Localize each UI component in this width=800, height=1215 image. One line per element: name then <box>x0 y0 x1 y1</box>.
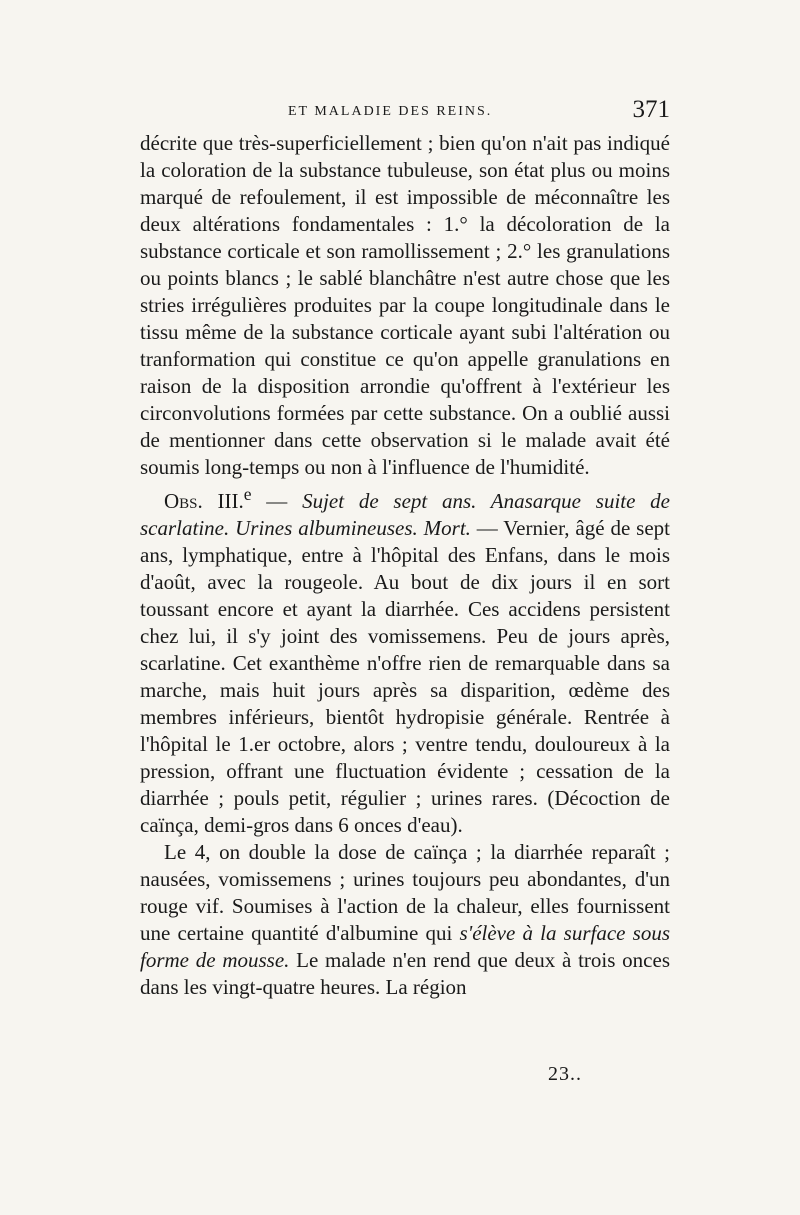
running-title: ET MALADIE DES REINS. <box>288 104 493 119</box>
day-four-text-before: Le 4, on double la dose de caïnça ; la diarrhée reparaît ; nausées, vomissemens ; urines toujours peu abondantes, d'un rouge vif. Soumises à l'action de la chaleur, elles fournissent une certaine quantité d'albumine qui <box>140 840 670 945</box>
paragraph-observation <box>140 481 670 839</box>
observation-title: Sujet de sept ans. Anasarque suite de scarlatine. Urines albumineuses. Mort. <box>140 489 671 540</box>
body-text <box>140 130 670 1001</box>
paragraph-day-four <box>140 839 670 1001</box>
day-four-text-after: Le malade n'en rend que deux à trois onces dans les vingt-quatre heures. La région <box>140 948 670 999</box>
page-number: 371 <box>632 96 670 123</box>
day-four-italic: s'élève à la surface sous forme de mousse. <box>140 921 670 972</box>
observation-body: — Vernier, âgé de sept ans, lymphatique, entre à l'hôpital des Enfans, dans le mois d'août, avec la rougeole. Au bout de dix jours il en sort toussant encore et ayant la diarrhée. Ces accidens persistent chez lui, il s'y joint des vomissemens. Peu de jours après, scarlatine. Cet exanthème n'offre rien de remarquable dans sa marche, mais huit jours après sa disparition, œdème des membres inférieurs, bientôt hydropisie générale. Rentrée à l'hôpital le 1.er octobre, alors ; ventre tendu, douloureux à la pression, offrant une fluctuation évidente ; cessation de la diarrhée ; pouls petit, régulier ; urines rares. (Décoction de caïnça, demi-gros dans 6 onces d'eau). <box>140 516 670 837</box>
observation-dash: — <box>251 489 303 513</box>
paragraph-continuation: décrite que très-superficiellement ; bien qu'on n'ait pas indiqué la coloration de la substance tubuleuse, son état plus ou moins marqué de refoulement, il est impossible de méconnaître les deux altérations fondamentales : 1.° la décoloration de la substance corticale et son ramollissement ; 2.° les granulations ou points blancs ; le sablé blanchâtre n'est autre chose que les stries irrégulières produites par la coupe longitudinale dans le tissu même de la substance corticale ayant subi l'altération ou tranformation qui constitue ce qu'on appelle granulations en raison de la disposition arrondie qu'offrent à l'extérieur les circonvolutions formées par cette substance. On a oublié aussi de mentionner dans cette observation si le malade avait été soumis long-temps ou non à l'influence de l'humidité. <box>140 131 670 479</box>
signature-mark: 23.. <box>548 1063 582 1085</box>
observation-label-suffix: e <box>243 484 252 504</box>
observation-label: Obs. III. <box>164 489 244 513</box>
running-head <box>140 96 670 126</box>
